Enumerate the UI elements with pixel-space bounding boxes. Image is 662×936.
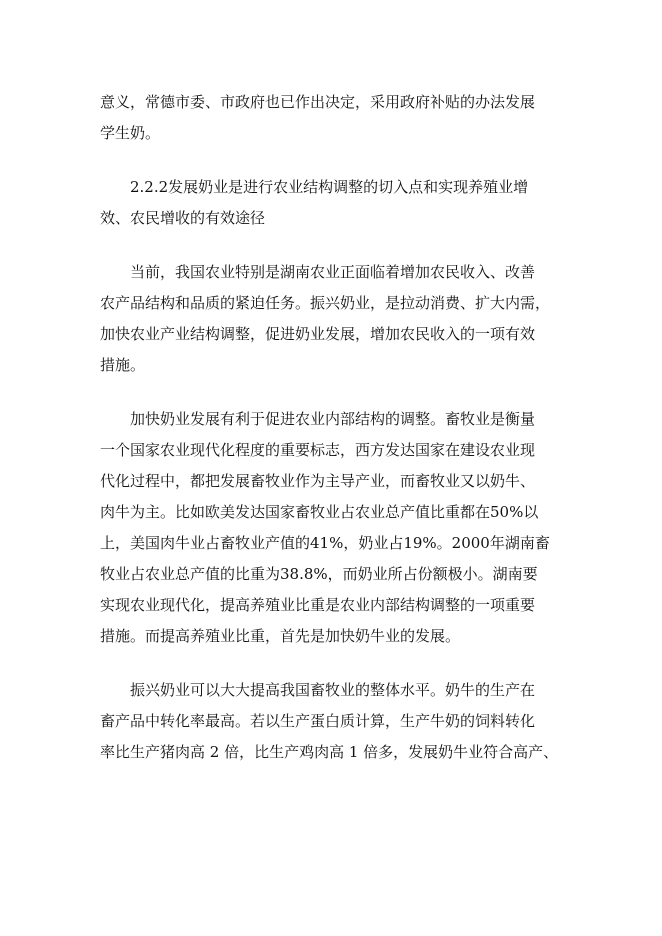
text-line: 农产品结构和品质的紧迫任务。振兴奶业，是拉动消费、扩大内需， [100,294,551,312]
text-line: 振兴奶业可以大大提高我国畜牧业的整体水平。奶牛的生产在 [130,681,536,699]
text-line: 代化过程中，都把发展畜牧业作为主导产业，而畜牧业又以奶牛、 [100,472,536,490]
text-line: 一个国家农业现代化程度的重要标志，西方发达国家在建设农业现 [100,441,536,459]
text-line: 率比生产猪肉高 2 倍，比生产鸡肉高 1 倍多，发展奶牛业符合高产、 [100,743,559,761]
text-line: 加快奶业发展有利于促进农业内部结构的调整。畜牧业是衡量 [130,410,536,428]
section-heading-line: 效、农民增收的有效途径 [100,209,266,227]
section-heading-line: 2.2.2发展奶业是进行农业结构调整的切入点和实现养殖业增 [130,178,529,196]
text-line: 牧业占农业总产值的比重为38.8%，而奶业所占份额极小。湖南要 [100,565,538,583]
text-line: 畜产品中转化率最高。若以生产蛋白质计算，生产牛奶的饲料转化 [100,712,536,730]
text-line: 措施。而提高养殖业比重，首先是加快奶牛业的发展。 [100,627,461,645]
text-line: 意义，常德市委、市政府也已作出决定，采用政府补贴的办法发展 [100,93,536,111]
text-line: 肉牛为主。比如欧美发达国家畜牧业占农业总产值比重都在50%以 [100,503,539,521]
text-line: 加快农业产业结构调整，促进奶业发展，增加农民收入的一项有效 [100,325,536,343]
text-line: 实现农业现代化，提高养殖业比重是农业内部结构调整的一项重要 [100,596,536,614]
text-line: 学生奶。 [100,124,161,142]
text-line: 当前，我国农业特别是湖南农业正面临着增加农民收入、改善 [130,263,536,281]
text-line: 上，美国肉牛业占畜牧业产值的41%，奶业占19%。2000年湖南畜 [100,534,550,552]
text-line: 措施。 [100,356,146,374]
